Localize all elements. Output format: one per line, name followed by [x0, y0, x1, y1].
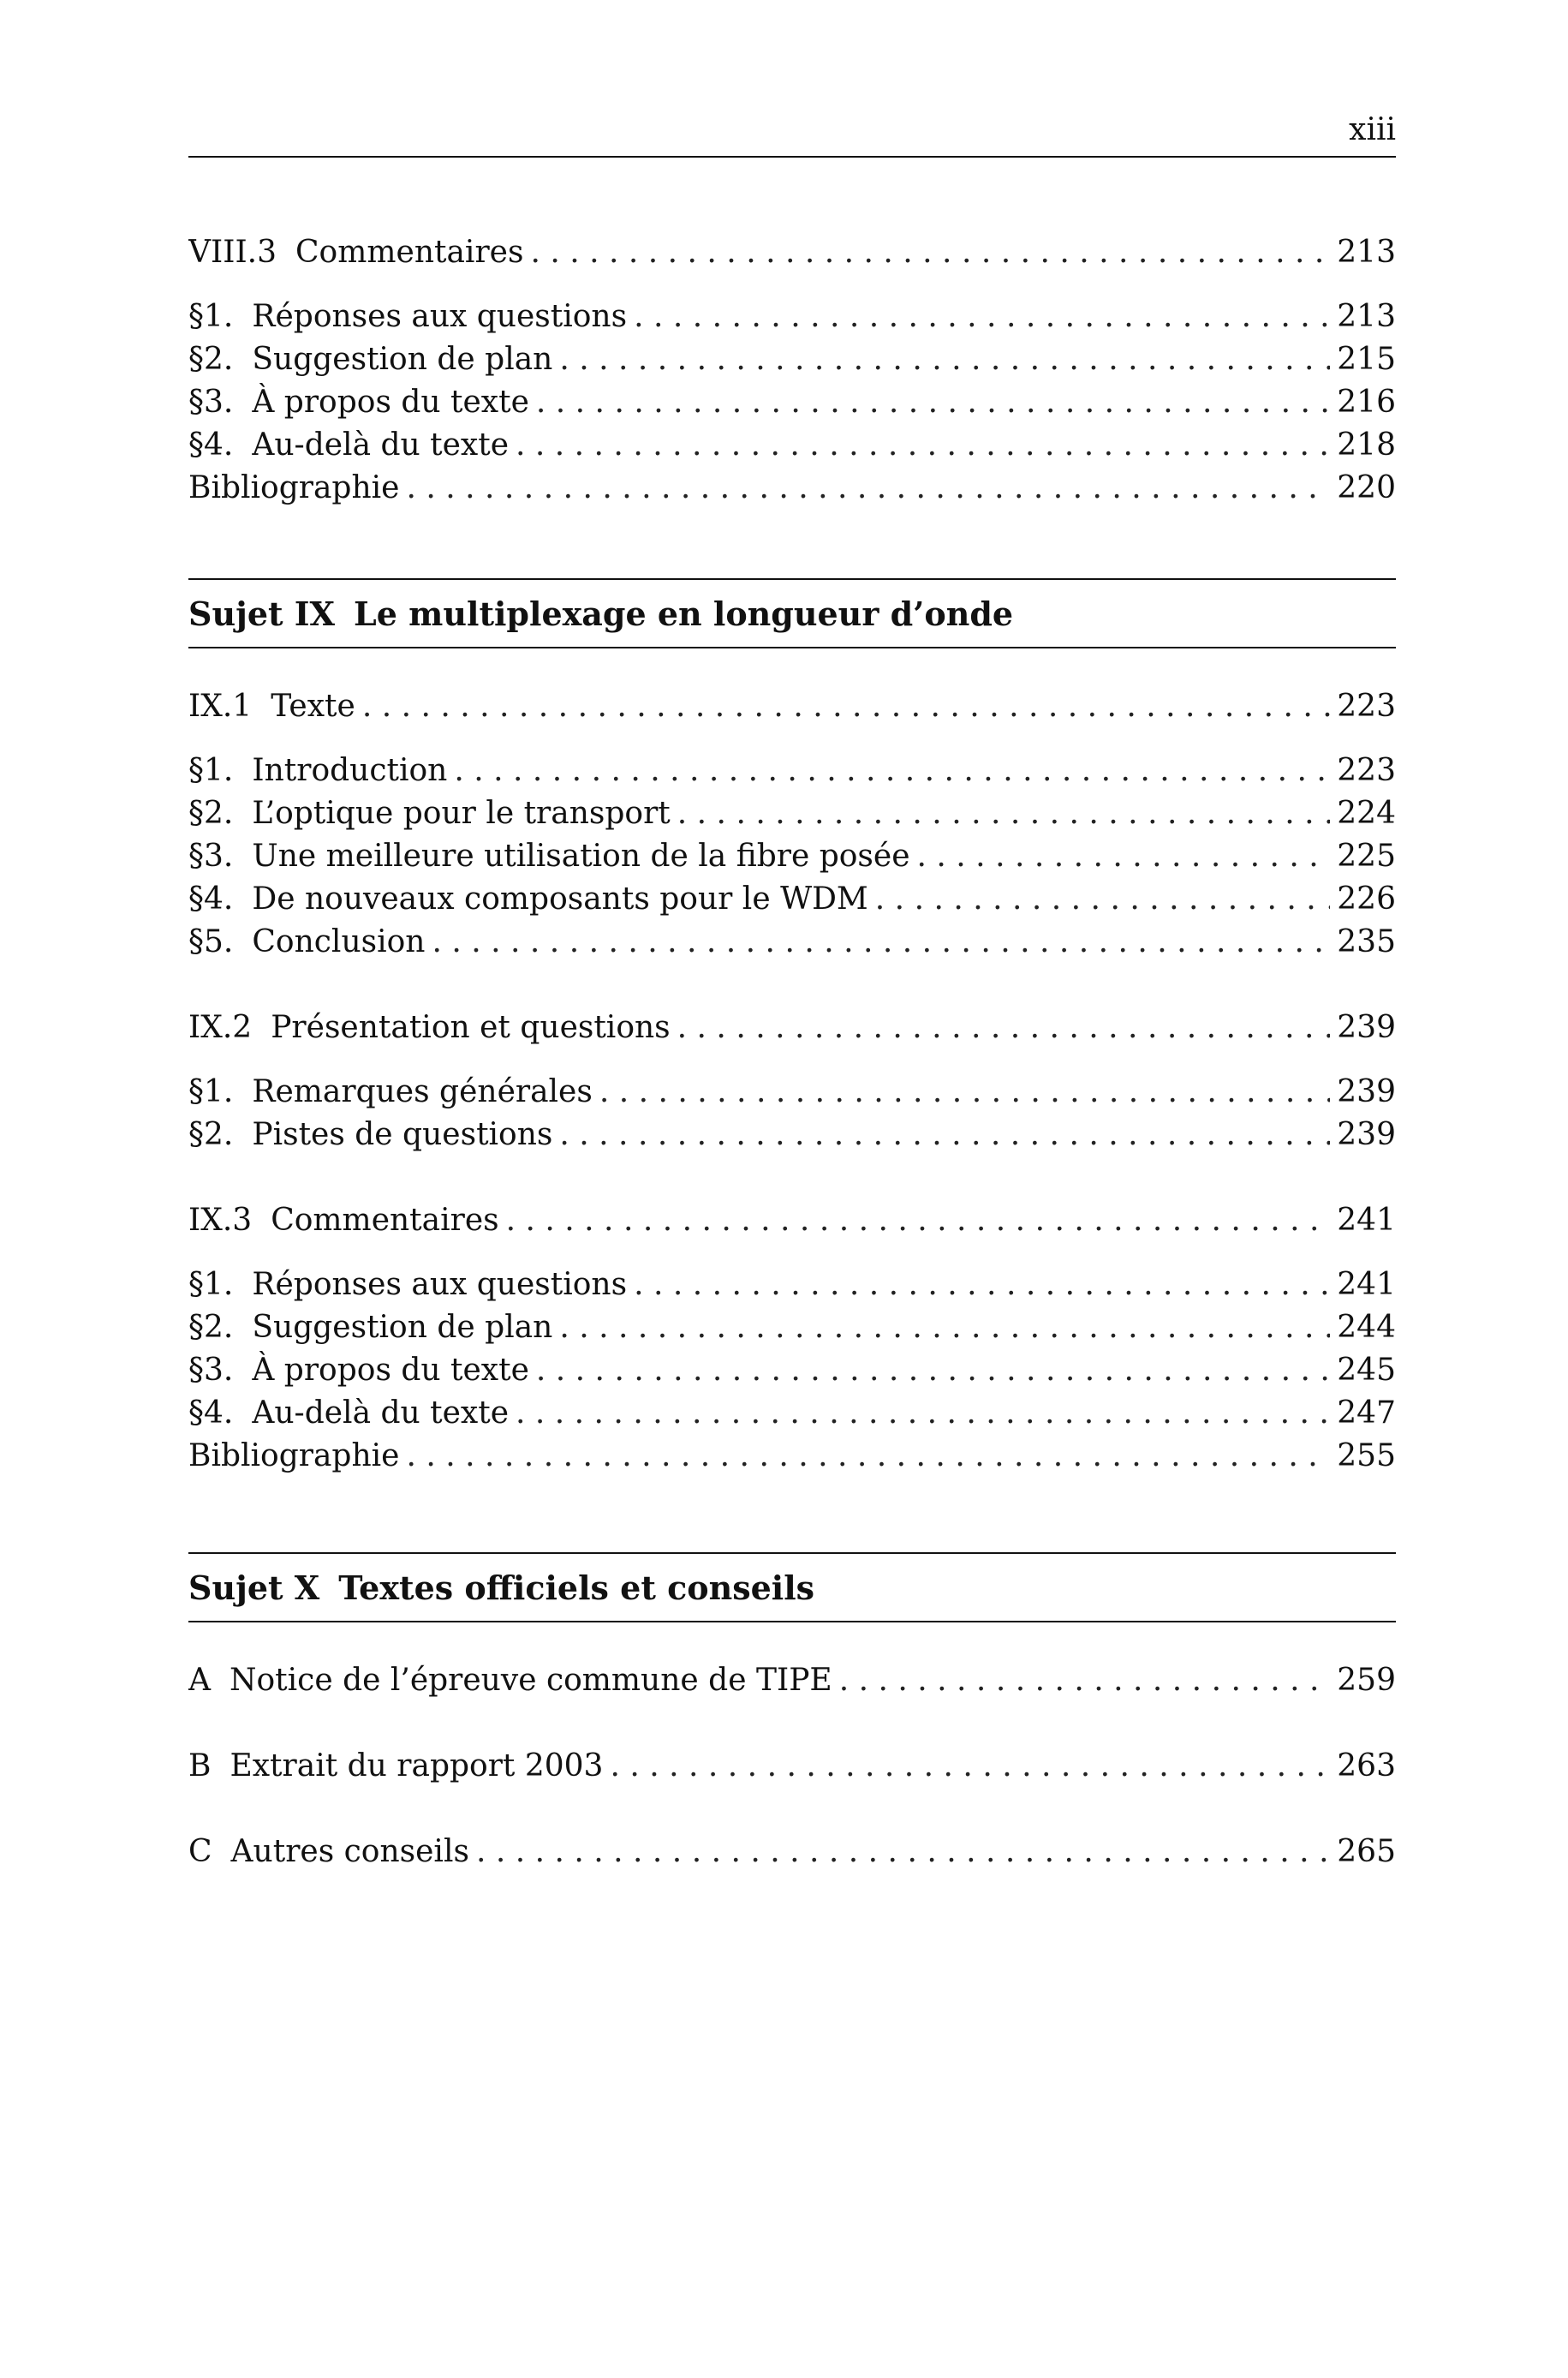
entry-title: Pistes de questions — [252, 1117, 553, 1152]
entry-title: Bibliographie — [188, 470, 400, 505]
entry-page: 244 — [1337, 1310, 1396, 1345]
entry-number: §2. — [188, 1117, 234, 1152]
entry-page: 213 — [1337, 235, 1396, 270]
entry-number: §3. — [188, 839, 234, 874]
dot-leader — [406, 1435, 1330, 1478]
entry-page: 223 — [1337, 753, 1396, 788]
entry-page: 224 — [1337, 796, 1396, 831]
toc-entry[interactable] — [188, 1659, 1396, 1702]
entry-title: Texte — [271, 689, 355, 724]
entry-page: 215 — [1337, 342, 1396, 377]
entry-title: De nouveaux composants pour le WDM — [252, 881, 868, 917]
toc-entry[interactable] — [188, 467, 1396, 510]
entry-title: Au-delà du texte — [252, 427, 509, 463]
toc-entry[interactable] — [188, 1007, 1396, 1049]
entry-title: À propos du texte — [252, 1353, 529, 1388]
toc-entry[interactable] — [188, 921, 1396, 964]
entry-title: Conclusion — [252, 924, 426, 959]
dot-leader — [362, 685, 1330, 728]
toc-entry[interactable] — [188, 1199, 1396, 1242]
dot-leader — [516, 424, 1330, 467]
entry-number: §2. — [188, 1310, 234, 1345]
entry-page: 216 — [1337, 385, 1396, 420]
toc-entry[interactable] — [188, 1349, 1396, 1392]
entry-title: À propos du texte — [252, 385, 529, 420]
chapter-title: Le multiplexage en longueur d’onde — [354, 594, 1014, 633]
entry-title: Notice de l’épreuve commune de TIPE — [230, 1663, 832, 1698]
entry-number: A — [188, 1663, 211, 1698]
dot-leader — [516, 1392, 1330, 1435]
entry-page: 255 — [1337, 1438, 1396, 1473]
entry-page: 259 — [1337, 1663, 1396, 1698]
entry-page: 213 — [1337, 299, 1396, 334]
entry-page: 265 — [1337, 1834, 1396, 1869]
dot-leader — [839, 1659, 1331, 1702]
entry-title: Une meilleure utilisation de la fibre posée — [252, 839, 910, 874]
entry-page: 241 — [1337, 1267, 1396, 1302]
dot-leader — [917, 835, 1331, 878]
dot-leader — [559, 338, 1330, 381]
entry-number: VIII.3 — [188, 235, 277, 270]
dot-leader — [536, 381, 1330, 424]
entry-page: 218 — [1337, 427, 1396, 463]
entry-page: 245 — [1337, 1353, 1396, 1388]
page-number: xiii — [1349, 112, 1396, 147]
entry-number: C — [188, 1834, 212, 1869]
dot-leader — [559, 1306, 1330, 1349]
entry-number: §4. — [188, 427, 234, 463]
entry-title: Réponses aux questions — [252, 1267, 628, 1302]
toc-entry[interactable] — [188, 792, 1396, 835]
toc-entry[interactable] — [188, 296, 1396, 338]
entry-title: Introduction — [252, 753, 448, 788]
entry-page: 239 — [1337, 1010, 1396, 1045]
entry-number: IX.3 — [188, 1203, 253, 1238]
chapter-heading[interactable] — [188, 578, 1396, 648]
dot-leader — [406, 467, 1330, 510]
page-header — [188, 111, 1396, 158]
entry-page: 226 — [1337, 881, 1396, 917]
entry-number: §4. — [188, 881, 234, 917]
toc-entry[interactable] — [188, 381, 1396, 424]
toc-entry[interactable] — [188, 878, 1396, 921]
entry-page: 241 — [1337, 1203, 1396, 1238]
toc-entry[interactable] — [188, 1306, 1396, 1349]
entry-page: 220 — [1337, 470, 1396, 505]
entry-number: §2. — [188, 342, 234, 377]
toc-entry[interactable] — [188, 1831, 1396, 1873]
entry-number: §3. — [188, 1353, 234, 1388]
entry-title: Suggestion de plan — [252, 1310, 553, 1345]
entry-number: §1. — [188, 1074, 234, 1109]
entry-title: Suggestion de plan — [252, 342, 553, 377]
entry-page: 223 — [1337, 689, 1396, 724]
entry-title: Bibliographie — [188, 1438, 400, 1473]
entry-number: §3. — [188, 385, 234, 420]
chapter-label: Sujet X — [188, 1568, 320, 1607]
entry-number: B — [188, 1748, 212, 1784]
entry-page: 235 — [1337, 924, 1396, 959]
entry-number: §4. — [188, 1395, 234, 1431]
dot-leader — [634, 296, 1330, 338]
dot-leader — [610, 1745, 1330, 1788]
toc-entry[interactable] — [188, 231, 1396, 274]
entry-page: 239 — [1337, 1117, 1396, 1152]
entry-number: IX.2 — [188, 1010, 253, 1045]
dot-leader — [454, 750, 1330, 792]
entry-number: §5. — [188, 924, 234, 959]
dot-leader — [677, 792, 1331, 835]
entry-number: IX.1 — [188, 689, 253, 724]
toc-entry[interactable] — [188, 424, 1396, 467]
entry-number: §2. — [188, 796, 234, 831]
toc-entry[interactable] — [188, 685, 1396, 728]
entry-title: Extrait du rapport 2003 — [230, 1748, 604, 1784]
entry-title: Commentaires — [295, 235, 524, 270]
chapter-heading[interactable] — [188, 1552, 1396, 1622]
entry-number: §1. — [188, 1267, 234, 1302]
entry-page: 225 — [1337, 839, 1396, 874]
entry-title: L’optique pour le transport — [252, 796, 671, 831]
toc-entry[interactable] — [188, 835, 1396, 878]
toc-entry[interactable] — [188, 1435, 1396, 1478]
entry-title: Remarques générales — [252, 1074, 593, 1109]
dot-leader — [559, 1114, 1330, 1156]
dot-leader — [677, 1007, 1331, 1049]
toc-entry[interactable] — [188, 1745, 1396, 1788]
entry-number: §1. — [188, 753, 234, 788]
dot-leader — [476, 1831, 1330, 1873]
toc-entry[interactable] — [188, 1114, 1396, 1156]
dot-leader — [599, 1071, 1330, 1114]
dot-leader — [875, 878, 1330, 921]
dot-leader — [634, 1264, 1330, 1306]
toc-entry[interactable] — [188, 338, 1396, 381]
chapter-title: Textes officiels et conseils — [338, 1568, 815, 1607]
entry-page: 239 — [1337, 1074, 1396, 1109]
chapter-label: Sujet IX — [188, 594, 336, 633]
dot-leader — [530, 231, 1330, 274]
entry-title: Autres conseils — [230, 1834, 469, 1869]
entry-title: Au-delà du texte — [252, 1395, 509, 1431]
toc-entry[interactable] — [188, 1071, 1396, 1114]
toc-entry[interactable] — [188, 750, 1396, 792]
dot-leader — [432, 921, 1330, 964]
toc-entry[interactable] — [188, 1392, 1396, 1435]
dot-leader — [536, 1349, 1330, 1392]
entry-title: Réponses aux questions — [252, 299, 628, 334]
toc-entry[interactable] — [188, 1264, 1396, 1306]
entry-number: §1. — [188, 299, 234, 334]
dot-leader — [506, 1199, 1331, 1242]
entry-page: 247 — [1337, 1395, 1396, 1431]
entry-page: 263 — [1337, 1748, 1396, 1784]
toc-page — [188, 0, 1396, 2378]
entry-title: Commentaires — [271, 1203, 499, 1238]
entry-title: Présentation et questions — [271, 1010, 671, 1045]
